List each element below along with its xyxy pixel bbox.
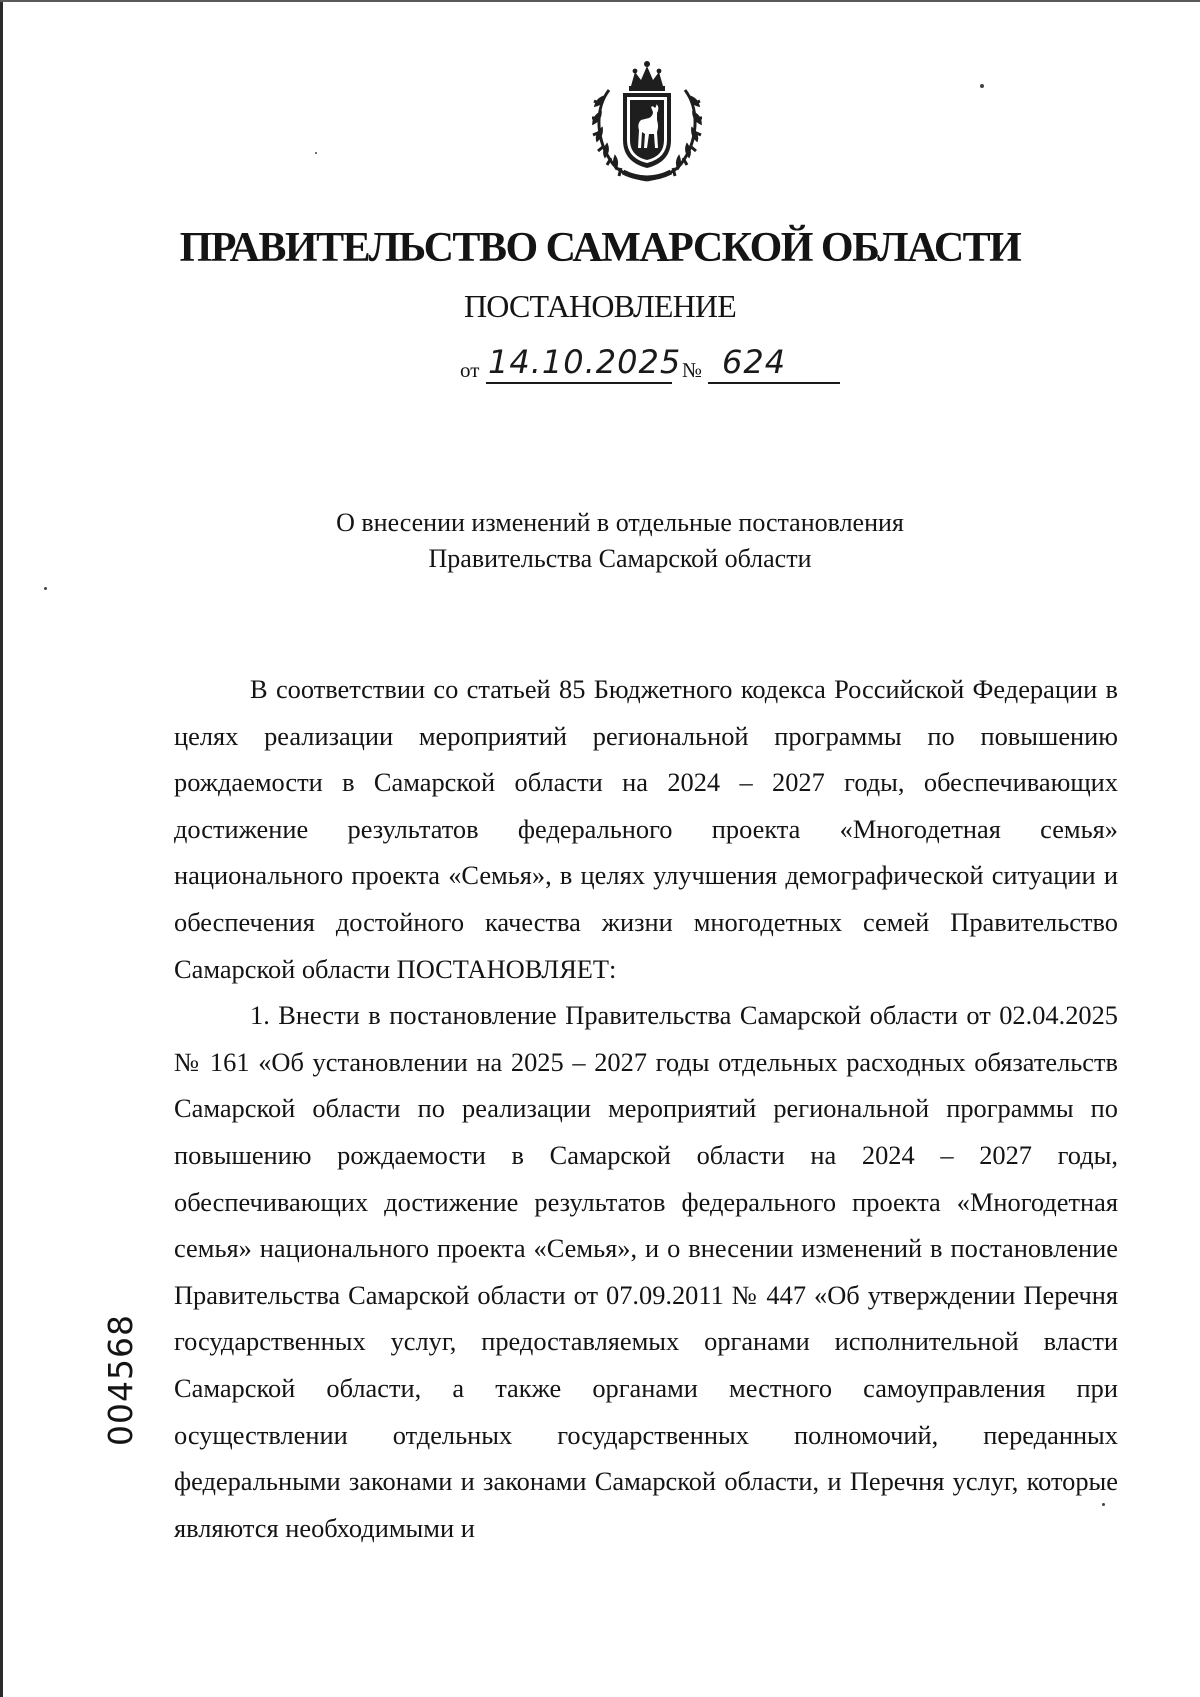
- number-prefix: №: [682, 358, 703, 382]
- government-title: ПРАВИТЕЛЬСТВО САМАРСКОЙ ОБЛАСТИ: [179, 225, 1021, 271]
- date-number-line: [460, 343, 850, 390]
- handwritten-date: 14.10.2025: [488, 343, 682, 381]
- page-edge-top: [0, 0, 1200, 2]
- subject-line-1: О внесении изменений в отдельные постановления: [336, 508, 904, 537]
- scan-speck: [315, 152, 317, 154]
- scan-speck: [980, 84, 984, 88]
- document-body: [174, 666, 1118, 1551]
- date-underline: [486, 382, 672, 384]
- document-subject: [0, 505, 1200, 577]
- date-prefix: от: [460, 358, 480, 382]
- scan-speck: [44, 587, 47, 590]
- number-underline: [708, 382, 840, 384]
- coat-of-arms-icon: [591, 60, 703, 184]
- scan-speck: [1102, 1503, 1105, 1506]
- clause-1-paragraph: 1. Внести в постановление Правительства Самарской области от 02.04.2025 № 161 «Об установлении на 2025 – 2027 годы отдельных расходных обязательств Самарской области по реализации мероприятий региональной программы по повышению рождаемости в Самарской области на 2024 – 2027 годы, обеспечивающих достижение результатов федерального проекта «Многодетная семья» национального проекта «Семья», и о внесении изменений в постановление Правительства Самарской области от 07.09.2011 № 447 «Об утверждении Перечня государственных услуг, предоставляемых органами исполнительной власти Самарской области, а также органами местного самоуправления при осуществлении отдельных государственных полномочий, переданных федеральными законами и законами Самарской области, и Перечня услуг, которые являются необходимыми и: [174, 1000, 1118, 1543]
- handwritten-number: 624: [722, 343, 787, 381]
- preamble-paragraph: В соответствии со статьей 85 Бюджетного кодекса Российской Федерации в целях реализации мероприятий региональной программы по повышению рождаемости в Самарской области на 2024 – 2027 годы, обеспечивающих достижение результатов федерального проекта «Многодетная семья» национального проекта «Семья», в целях улучшения демографической ситуации и обеспечения достойного качества жизни многодетных семей Правительство Самарской области ПОСТАНОВЛЯЕТ:: [174, 674, 1118, 984]
- margin-stamp-number: 004568: [101, 1314, 140, 1446]
- document-type: ПОСТАНОВЛЕНИЕ: [464, 288, 736, 324]
- subject-line-2: Правительства Самарской области: [428, 544, 812, 573]
